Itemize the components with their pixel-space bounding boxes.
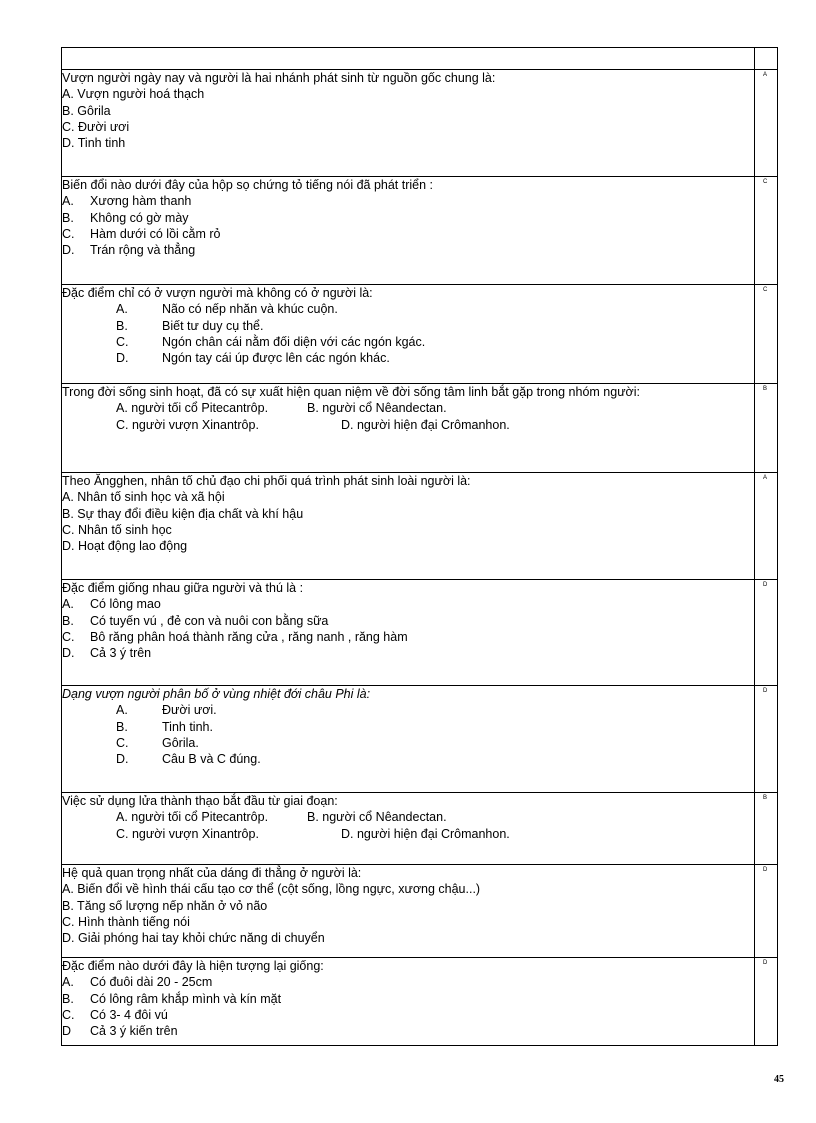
option-text: Câu B và C đúng.	[162, 752, 261, 767]
option-text: Xương hàm thanh	[90, 194, 192, 209]
quiz-sheet	[61, 47, 777, 1046]
answer-key: C	[763, 287, 768, 293]
option: B. người cổ Nêandectan.	[307, 810, 447, 825]
option: A. người tối cổ Pitecantrôp.	[116, 401, 269, 416]
question-stem: Dạng vượn người phân bố ở vùng nhiệt đới châu Phi là:	[62, 687, 371, 701]
option-text: Có tuyến vú , đẻ con và nuôi con bằng sữa	[90, 613, 329, 628]
option	[62, 991, 754, 1007]
answer-key-cell	[755, 285, 778, 384]
question-row	[62, 70, 778, 177]
question-row	[62, 958, 778, 1046]
answer-key-cell	[755, 865, 778, 958]
option-letter: B.	[62, 613, 74, 628]
option: A. Nhân tố sinh học và xã hội	[62, 490, 225, 505]
question-cell	[62, 285, 755, 384]
question-cell	[62, 384, 755, 473]
answer-key-cell	[755, 958, 778, 1046]
option-letter: B.	[62, 210, 74, 225]
option	[62, 596, 754, 612]
option: C. Hình thành tiếng nói	[62, 914, 190, 929]
option: D. Giải phóng hai tay khỏi chức năng di chuyển	[62, 931, 325, 946]
answer-key: B	[763, 386, 768, 392]
question-stem: Trong đời sống sinh hoạt, đã có sự xuất hiện quan niệm về đời sống tâm linh bắt gặp trong nhóm người:	[62, 385, 641, 399]
option-letter: A.	[62, 597, 74, 612]
option-text: Có lông râm khắp mình và kín mặt	[90, 991, 282, 1006]
option-text: Ngón chân cái nằm đối diện với các ngón kgác.	[162, 334, 426, 349]
answer-key-cell	[755, 580, 778, 686]
question-cell	[62, 70, 755, 177]
answer-key: D	[763, 867, 768, 873]
option-text: Cả 3 ý trên	[90, 646, 152, 661]
question-cell	[62, 793, 755, 865]
option: A. người tối cổ Pitecantrôp.	[116, 810, 269, 825]
option-text: Không có gờ mày	[90, 210, 189, 225]
question-cell	[62, 177, 755, 285]
question-row	[62, 384, 778, 473]
question-row	[62, 177, 778, 285]
option	[62, 210, 754, 226]
option-pair	[62, 417, 754, 433]
option	[62, 613, 754, 629]
question-row	[62, 285, 778, 384]
option	[62, 702, 754, 718]
option-letter: A.	[62, 975, 74, 990]
option-text: Cả 3 ý kiến trên	[90, 1024, 178, 1039]
question-stem: Vượn người ngày nay và người là hai nhánh phát sinh từ nguồn gốc chung là:	[62, 71, 496, 85]
question-stem: Biến đổi nào dưới đây của hộp sọ chứng tỏ tiếng nói đã phát triển :	[62, 178, 434, 192]
option: B. Sự thay đổi điều kiện địa chất và khí hậu	[62, 506, 304, 521]
option	[62, 334, 754, 350]
option-text: Có đuôi dài 20 - 25cm	[90, 975, 213, 990]
option-text: Có lông mao	[90, 597, 161, 612]
option: C. Nhân tố sinh học	[62, 522, 172, 537]
option	[62, 719, 754, 735]
option-letter: C.	[62, 629, 75, 644]
option-text: Bô răng phân hoá thành răng cửa , răng nanh , răng hàm	[90, 629, 408, 644]
question-cell	[62, 580, 755, 686]
answer-key: D	[763, 688, 768, 694]
question-stem: Hệ quả quan trọng nhất của dáng đi thẳng ở người là:	[62, 866, 362, 880]
option: B. người cổ Nêandectan.	[307, 401, 447, 416]
option	[62, 226, 754, 242]
question-stem: Đặc điểm nào dưới đây là hiện tượng lại giống:	[62, 959, 324, 973]
option	[62, 193, 754, 209]
answer-key-cell	[755, 70, 778, 177]
option-letter: D.	[116, 752, 129, 767]
answer-key: C	[763, 179, 768, 185]
option: D. Hoạt động lao động	[62, 539, 188, 554]
option: C. người vượn Xinantrôp.	[116, 826, 259, 841]
option: D. người hiện đại Crômanhon.	[341, 826, 510, 841]
question-stem: Việc sử dụng lửa thành thạo bắt đầu từ giai đoạn:	[62, 794, 338, 808]
option-letter: B.	[116, 719, 128, 734]
option-letter: A.	[116, 302, 128, 317]
option	[62, 645, 754, 661]
option	[62, 974, 754, 990]
option: B. Gôrila	[62, 103, 111, 118]
question-stem: Đặc điểm giống nhau giữa người và thú là :	[62, 581, 304, 595]
option: A. Vượn người hoá thạch	[62, 87, 205, 102]
option: D. người hiện đại Crômanhon.	[341, 417, 510, 432]
option-text: Tinh tinh.	[162, 719, 213, 734]
option: B. Tăng số lượng nếp nhăn ở vỏ não	[62, 898, 268, 913]
option-letter: B.	[116, 318, 128, 333]
header-cell	[62, 48, 755, 70]
option-letter: B.	[62, 991, 74, 1006]
option	[62, 301, 754, 317]
question-stem: Theo Ăngghen, nhân tố chủ đạo chi phối quá trình phát sinh loài người là:	[62, 474, 471, 488]
option-pair	[62, 826, 754, 842]
option-text: Não có nếp nhăn và khúc cuộn.	[162, 302, 338, 317]
option	[62, 350, 754, 366]
option	[62, 242, 754, 258]
answer-key: D	[763, 960, 768, 966]
question-row	[62, 865, 778, 958]
option	[62, 629, 754, 645]
question-row	[62, 793, 778, 865]
answer-key-cell	[755, 384, 778, 473]
answer-key: A	[763, 72, 768, 78]
option-letter: C.	[116, 735, 129, 750]
option-text: Có 3- 4 đôi vú	[90, 1007, 168, 1022]
option	[62, 751, 754, 767]
answer-key-cell	[755, 473, 778, 580]
question-table	[61, 47, 778, 1046]
answer-key: B	[763, 795, 768, 801]
question-row	[62, 473, 778, 580]
question-cell	[62, 958, 755, 1046]
answer-key-cell	[755, 686, 778, 793]
option-letter: A.	[116, 703, 128, 718]
question-cell	[62, 865, 755, 958]
option	[62, 735, 754, 751]
option-pair	[62, 400, 754, 416]
page-number: 45	[774, 1074, 784, 1085]
option-text: Ngón tay cái úp được lên các ngón khác.	[162, 351, 390, 366]
option-letter: D.	[116, 351, 129, 366]
option: C. Đười ươi	[62, 119, 130, 134]
option-letter: C.	[116, 334, 129, 349]
option-letter: C.	[62, 1007, 75, 1022]
option-letter: D.	[62, 646, 75, 661]
option-text: Đười ươi.	[162, 703, 217, 718]
option-text: Gôrila.	[162, 735, 199, 750]
question-cell	[62, 473, 755, 580]
option-letter: D	[62, 1024, 72, 1039]
answer-key-cell	[755, 177, 778, 285]
question-row	[62, 686, 778, 793]
answer-key: A	[763, 475, 768, 481]
option-text: Biết tư duy cụ thể.	[162, 318, 264, 333]
option-text: Hàm dưới có lồi cằm rỏ	[90, 226, 221, 241]
option	[62, 1023, 754, 1039]
question-cell	[62, 686, 755, 793]
option-pair	[62, 809, 754, 825]
question-stem: Đặc điểm chỉ có ở vượn người mà không có ở người là:	[62, 286, 373, 300]
option-letter: D.	[62, 243, 75, 258]
answer-key: D	[763, 582, 768, 588]
option-letter: A.	[62, 194, 74, 209]
option: A. Biến đổi về hình thái cấu tạo cơ thể (cột sống, lồng ngực, xương chậu...)	[62, 882, 481, 897]
option: D. Tinh tinh	[62, 136, 126, 151]
answer-key-cell	[755, 793, 778, 865]
option	[62, 318, 754, 334]
header-key-cell	[755, 48, 778, 70]
option: C. người vượn Xinantrôp.	[116, 417, 259, 432]
question-row	[62, 580, 778, 686]
option	[62, 1007, 754, 1023]
option-text: Trán rộng và thẳng	[90, 243, 196, 258]
option-letter: C.	[62, 226, 75, 241]
table-header-row	[62, 48, 778, 70]
